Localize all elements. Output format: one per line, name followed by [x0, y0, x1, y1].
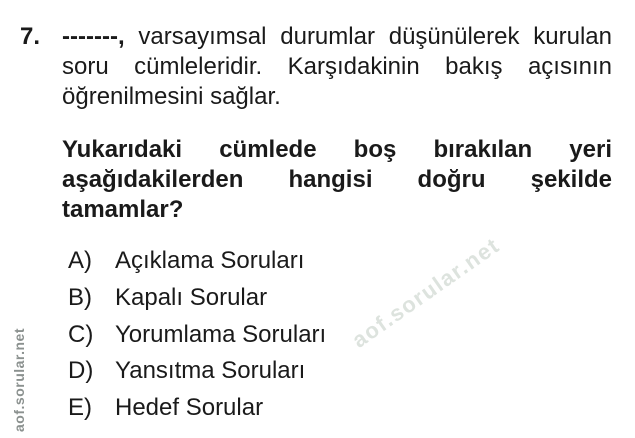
option-a[interactable] — [68, 243, 588, 280]
question-body-line-1 — [62, 22, 612, 52]
question-prompt-line-1: Yukarıdaki cümlede boş bırakılan yeri — [62, 136, 612, 163]
option-c-letter: C) — [68, 320, 94, 348]
question-number: 7. — [20, 23, 41, 50]
option-c-text: Yorumlama Soruları — [115, 320, 327, 348]
option-d[interactable] — [68, 353, 588, 390]
watermark-side: aof.sorular.net — [11, 328, 27, 432]
option-a-text: Açıklama Soruları — [115, 247, 305, 274]
option-b-text: Kapalı Sorular — [115, 283, 268, 311]
option-b[interactable] — [68, 280, 588, 317]
question-body-line-2: soru cümleleridir. Karşıdakinin bakış açısının — [62, 53, 612, 80]
option-d-letter: D) — [68, 357, 94, 385]
option-e-text: Hedef Sorular — [115, 394, 264, 422]
blank-dashes: -------, — [62, 23, 125, 50]
option-e[interactable] — [68, 390, 588, 427]
option-d-text: Yansıtma Soruları — [115, 357, 306, 385]
watermark-diagonal: aof.sorular.net — [347, 232, 505, 353]
options-list — [68, 243, 588, 427]
question-prompt-line-3: tamamlar? — [62, 196, 184, 223]
question-body — [62, 22, 612, 112]
option-c[interactable] — [68, 317, 588, 354]
option-b-letter: B) — [68, 283, 92, 311]
option-a-letter: A) — [68, 247, 92, 274]
option-e-letter: E) — [68, 394, 92, 422]
question-prompt-line-2: aşağıdakilerden hangisi doğru şekilde — [62, 166, 612, 193]
question-body-line-1-text: varsayımsal durumlar düşünülerek kurulan — [138, 23, 612, 50]
question-prompt — [62, 135, 612, 225]
question-body-line-3: öğrenilmesini sağlar. — [62, 83, 281, 110]
